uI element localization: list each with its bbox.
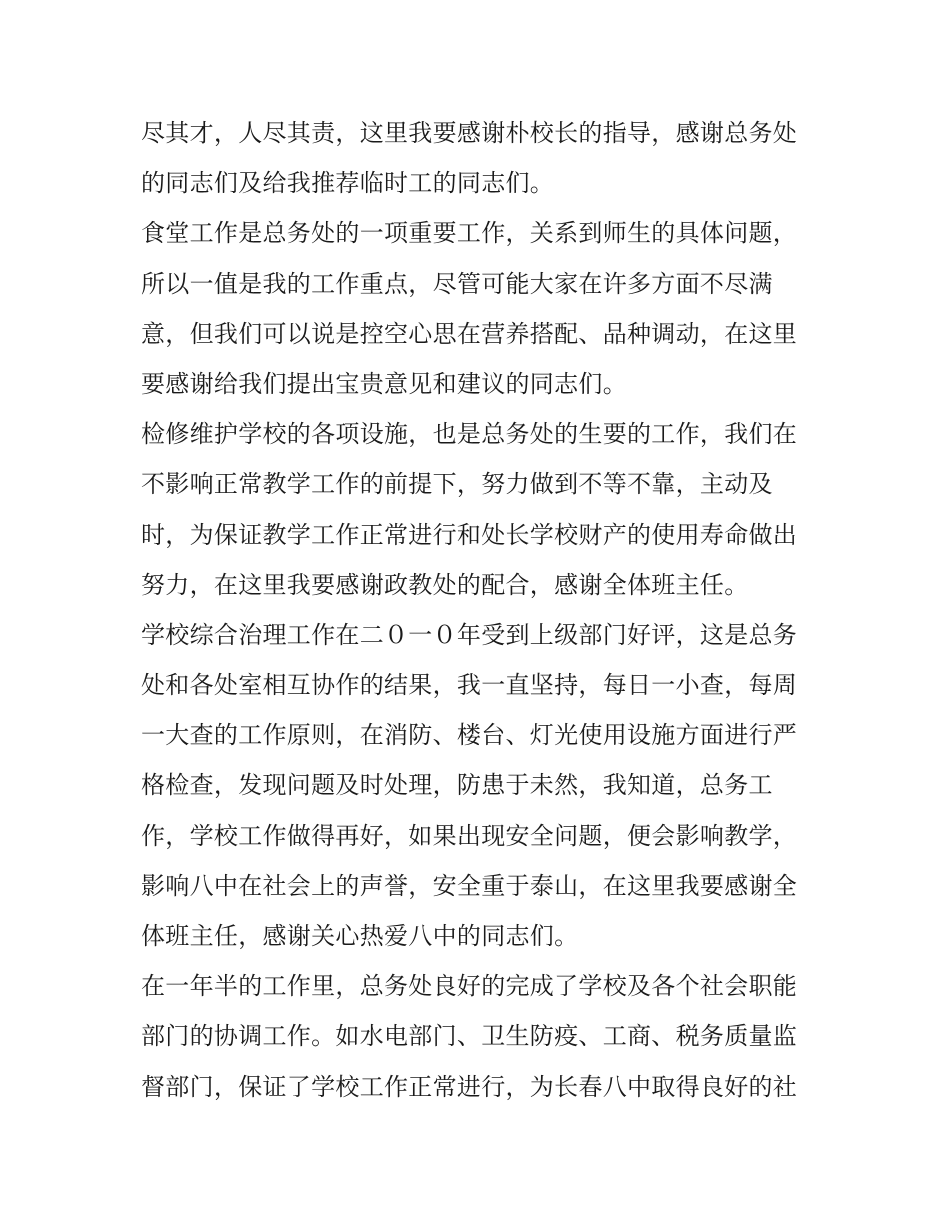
text-line: 检修维护学校的各项设施，也是总务处的生要的工作，我们在 (141, 420, 798, 449)
text-line: 格检查，发现问题及时处理，防患于未然，我知道，总务工 (141, 771, 773, 800)
text-line: 在一年半的工作里，总务处良好的完成了学校及各个社会职能 (141, 972, 798, 1001)
text-line: 学校综合治理工作在二０一０年受到上级部门好评，这是总务 (141, 620, 798, 649)
text-line: 尽其才，人尽其责，这里我要感谢朴校长的指导，感谢总务处 (141, 119, 798, 147)
text-line: 努力，在这里我要感谢政教处的配合，感谢全体班主任。 (141, 570, 749, 599)
text-line: 影响八中在社会上的声誉，安全重于泰山，在这里我要感谢全 (141, 871, 798, 900)
text-line: 时，为保证教学工作正常进行和处长学校财产的使用寿命做出 (141, 520, 798, 549)
text-line: 作，学校工作做得再好，如果出现安全问题，便会影响教学， (141, 821, 798, 850)
text-line: 一大查的工作原则，在消防、楼台、灯光使用设施方面进行严 (141, 721, 798, 750)
text-line: 不影响正常教学工作的前提下，努力做到不等不靠，主动及 (141, 470, 773, 499)
text-line: 要感谢给我们提出宝贵意见和建议的同志们。 (141, 369, 627, 398)
text-line: 督部门，保证了学校工作正常进行，为长春八中取得良好的社 (141, 1072, 798, 1101)
text-line: 食堂工作是总务处的一项重要工作，关系到师生的具体问题， (141, 219, 798, 248)
text-line: 的同志们及给我推荐临时工的同志们。 (141, 169, 555, 198)
text-line: 所以一值是我的工作重点，尽管可能大家在许多方面不尽满 (141, 269, 773, 298)
text-line: 部门的协调工作。如水电部门、卫生防疫、工商、税务质量监 (141, 1022, 798, 1051)
text-line: 体班主任，感谢关心热爱八中的同志们。 (141, 922, 579, 950)
text-line: 处和各处室相互协作的结果，我一直坚持，每日一小查，每周 (141, 671, 798, 700)
body-text (141, 108, 821, 1112)
text-line: 意，但我们可以说是控空心思在营养搭配、品种调动，在这里 (141, 319, 798, 348)
